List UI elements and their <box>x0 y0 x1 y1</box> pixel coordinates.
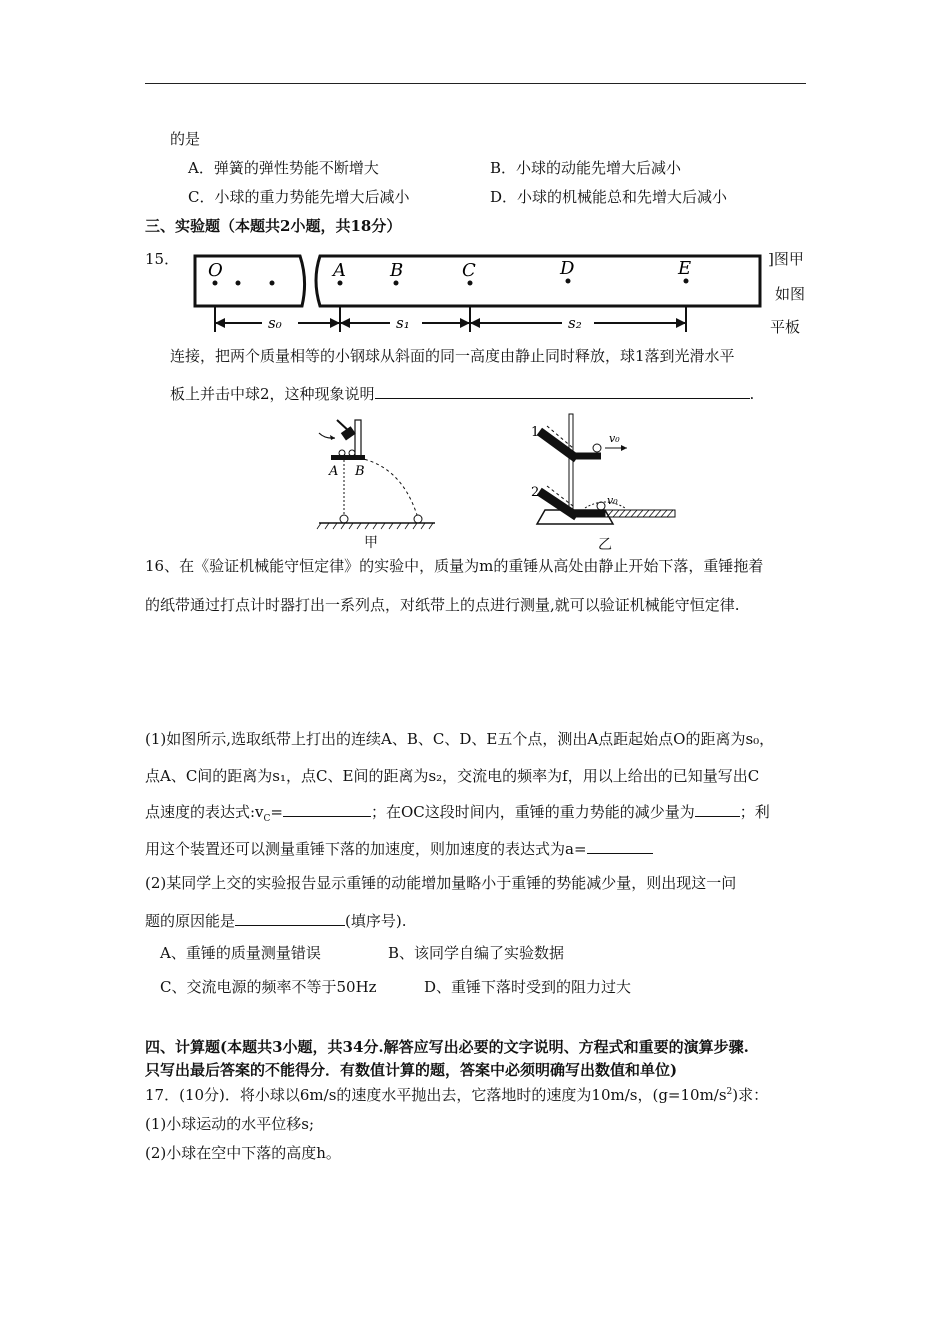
vc-subscript: C <box>263 814 271 824</box>
reason-answer-blank[interactable] <box>235 910 345 926</box>
q14-option-a: A．弹簧的弹性势能不断增大 <box>188 159 379 177</box>
vc-equals: = <box>270 803 283 821</box>
vc-answer-blank[interactable] <box>283 801 371 817</box>
tape-dot-b <box>394 281 399 286</box>
tape-dot-o <box>213 281 218 286</box>
paper-tape-figure <box>190 250 765 340</box>
yi-label-v0-top: v₀ <box>609 432 620 445</box>
header-rule <box>145 83 806 84</box>
yi-label-2: 2 <box>531 485 540 500</box>
tape-label-b: B <box>390 260 404 281</box>
section4-heading-line1: 四、计算题(本题共3小题，共34分.解答应写出必要的文字说明、方程式和重要的演算步骤. <box>145 1038 749 1056</box>
q16-potential-text: ；在OC这段时间内，重锤的重力势能的减少量为 <box>371 803 695 821</box>
q15-answer-blank[interactable] <box>375 383 750 399</box>
q16-part1-line1: (1)如图所示,选取纸带上打出的连续A、B、C、D、E五个点，测出A点距起始点O的距离为s₀， <box>145 730 775 748</box>
q16-line2: 的纸带通过打点计时器打出一系列点，对纸带上的点进行测量,就可以验证机械能守恒定律. <box>145 596 740 614</box>
q15-fragment-2: 如图 <box>775 285 806 303</box>
q15-number: 15． <box>145 250 180 268</box>
q17-sub1: (1)小球运动的水平位移s; <box>145 1115 314 1133</box>
q15-line2-end: . <box>749 385 755 403</box>
q15-line2: 板上并击中球2，这种现象说明 <box>170 385 375 403</box>
potential-answer-blank[interactable] <box>695 801 740 817</box>
stand-plate <box>331 455 365 460</box>
q16-part2-line1: (2)某同学上交的实验报告显示重锤的动能增加量略小于重锤的势能减少量，则出现这一问 <box>145 874 737 892</box>
tape-dot-d <box>566 279 571 284</box>
tape-segment-s2: s₂ <box>568 314 582 332</box>
q15-fragment-1: ]图甲 <box>768 250 804 268</box>
yi-label-v0-bottom: v₀ <box>607 494 618 507</box>
section4-heading-line2: 只写出最后答案的不能得分．有数值计算的题，答案中必须明确写出数值和单位) <box>145 1061 678 1079</box>
tape-segment-s0: s₀ <box>268 314 282 332</box>
q17-stem-sup: 2 <box>726 1087 733 1097</box>
q16-part1-line3 <box>145 801 770 824</box>
q17-stem-text: 17．(10分)．将小球以6m/s的速度水平抛出去，它落地时的速度为10m/s，(g=10m/s <box>145 1086 727 1104</box>
acceleration-answer-blank[interactable] <box>587 838 653 854</box>
jia-label-b: B <box>355 464 365 479</box>
caption-yi: 乙 <box>598 537 612 553</box>
tape-label-a: A <box>333 260 346 281</box>
tape-label-d: D <box>560 258 575 279</box>
tape-right-piece <box>316 256 760 306</box>
tape-dot-c <box>468 281 473 286</box>
reason-text: 题的原因能是 <box>145 912 236 930</box>
q15-fragment-3: 平板 <box>770 318 801 336</box>
q16-option-c: C、交流电源的频率不等于50Hz <box>160 978 377 996</box>
q14-option-b: B．小球的动能先增大后减小 <box>490 159 682 177</box>
vc-label: 点速度的表达式:v <box>145 803 264 821</box>
q14-option-c: C．小球的重力势能先增大后减小 <box>188 188 410 206</box>
tape-dot-1 <box>236 281 241 286</box>
tape-label-c: C <box>462 260 476 281</box>
q17-stem-end: )求： <box>732 1086 769 1104</box>
q16-option-a: A、重锤的质量测量错误 <box>160 944 321 962</box>
yi-stand-post <box>569 414 573 510</box>
section3-heading: 三、实验题（本题共2小题，共18分） <box>145 217 402 235</box>
tape-dot-e <box>684 279 689 284</box>
reason-text-end: (填序号). <box>345 912 407 930</box>
q14-tail: 的是 <box>170 130 201 148</box>
q16-part1-line3-end: ；利 <box>739 803 770 821</box>
figure-yi <box>525 412 680 534</box>
tape-segment-s1: s₁ <box>396 314 410 332</box>
q15-line2-wrap <box>170 383 754 404</box>
q15-line1: 连接，把两个质量相等的小钢球从斜面的同一高度由静止同时释放，球1落到光滑水平 <box>170 347 735 365</box>
hammer-head <box>341 426 356 440</box>
q17-stem <box>145 1084 768 1105</box>
tape-label-o: O <box>208 260 223 281</box>
q16-line1: 16、在《验证机械能守恒定律》的实验中，质量为m的重锤从高处由静止开始下落，重锤拖着 <box>145 557 764 575</box>
q16-part1-line2: 点A、C间的距离为s₁，点C、E间的距离为s₂，交流电的频率为f，用以上给出的已知量写出C <box>145 767 760 785</box>
yi-label-1: 1 <box>531 425 540 440</box>
tape-dot-a <box>338 281 343 286</box>
q16-option-b: B、该同学自编了实验数据 <box>388 944 565 962</box>
tape-label-e: E <box>678 258 692 279</box>
jia-label-a: A <box>329 464 339 479</box>
stand-post <box>355 420 361 456</box>
q16-option-d: D、重锤下落时受到的阻力过大 <box>424 978 632 996</box>
acceleration-text: 用这个装置还可以测量重锤下落的加速度，则加速度的表达式为a= <box>145 840 587 858</box>
q16-part2-line2 <box>145 910 407 931</box>
q16-part1-line4 <box>145 838 653 859</box>
tape-dot-2 <box>270 281 275 286</box>
q17-sub2: (2)小球在空中下落的高度h。 <box>145 1144 341 1162</box>
caption-jia: 甲 <box>364 535 378 551</box>
q14-option-d: D．小球的机械能总和先增大后减小 <box>490 188 728 206</box>
figure-jia <box>315 415 440 533</box>
